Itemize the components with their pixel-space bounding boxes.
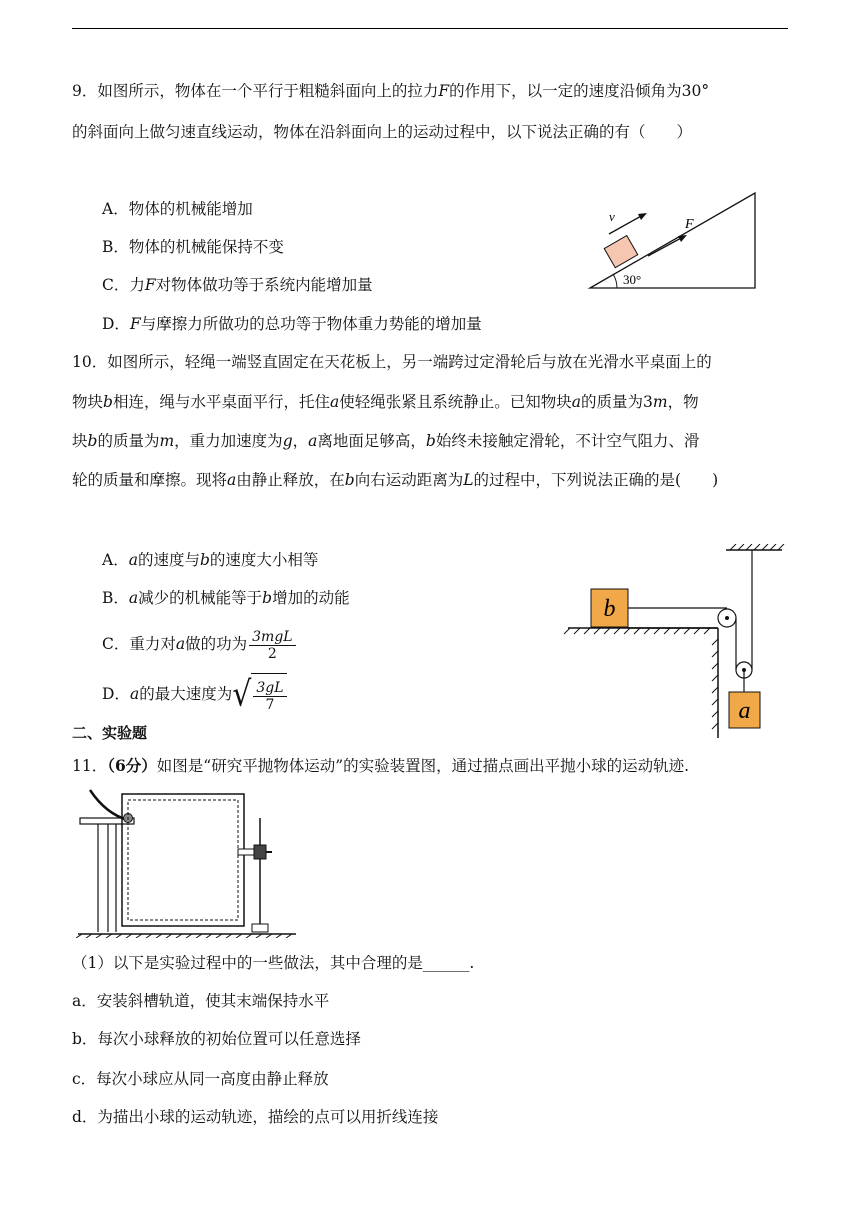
q9-option-c: C．力F对物体做功等于系统内能增加量: [102, 276, 373, 294]
q10-line3: 块b的质量为m，重力加速度为g，a离地面足够高，b始终未接触定滑轮，不计空气阻力、滑: [72, 432, 700, 450]
block-b-label: b: [603, 596, 616, 622]
q10-line4: 轮的质量和摩擦。现将a由静止释放，在b向右运动距离为L的过程中，下列说法正确的是( ): [72, 471, 719, 489]
q9-option-a: A．物体的机械能增加: [102, 200, 253, 218]
block-a-label: a: [738, 698, 751, 724]
paper: [128, 800, 238, 920]
force-label: F: [685, 217, 694, 232]
angle-label: 30°: [623, 272, 642, 287]
q11-option-a: a．安装斜槽轨道，使其末端保持水平: [72, 992, 330, 1010]
header-rule: [72, 28, 788, 29]
fraction-3mgl-over-2: $\frac{\text{3mgL}}{2}$: [249, 629, 295, 662]
q11-line1: 11．（6分）如图是“研究平抛物体运动”的实验装置图，通过描点画出平抛小球的运动轨迹.: [72, 756, 690, 775]
force-arrow: [648, 237, 683, 256]
q9-line1: 9．如图所示，物体在一个平行于粗糙斜面向上的拉力F的作用下，以一定的速度沿倾角为30°: [72, 82, 710, 100]
clamp: [238, 849, 256, 855]
q10-option-d: D．a的最大速度为√ $\frac{3gL}{7}$: [102, 672, 287, 718]
velocity-label: v: [609, 209, 615, 224]
q10-option-a: A．a的速度与b的速度大小相等: [102, 551, 319, 569]
q11-option-b: b．每次小球释放的初始位置可以任意选择: [72, 1030, 361, 1048]
q11-sub1: （1）以下是实验过程中的一些做法，其中合理的是______.: [72, 954, 475, 972]
sqrt-3gl-over-7: √ $\frac{3gL}{7}$: [232, 672, 286, 718]
q11-option-d: d．为描出小球的运动轨迹，描绘的点可以用折线连接: [72, 1108, 439, 1126]
q10-line2: 物块b相连，绳与水平桌面平行，托住a使轻绳张紧且系统静止。已知物块a的质量为3m，物: [72, 393, 699, 411]
q9-line2: 的斜面向上做匀速直线运动，物体在沿斜面向上的运动过程中，以下说法正确的有（ ）: [72, 123, 693, 141]
incline-triangle: [590, 193, 755, 288]
q10-option-c: C．重力对a做的功为 $\frac{\text{3mgL}}{2}$: [102, 624, 296, 664]
q9-option-b: B．物体的机械能保持不变: [102, 238, 284, 256]
board-frame: [122, 794, 244, 926]
section-heading: 二、实验题: [72, 724, 148, 742]
incline-figure: [585, 188, 760, 294]
pulley-figure: [560, 544, 790, 740]
apparatus-figure: [76, 788, 298, 938]
q9-option-d: D．F与摩擦力所做功的总功等于物体重力势能的增加量: [102, 315, 482, 333]
q10-option-b: B．a减少的机械能等于b增加的动能: [102, 589, 350, 607]
angle-arc: [613, 274, 617, 288]
q10-line1: 10．如图所示，轻绳一端竖直固定在天花板上，另一端跨过定滑轮后与放在光滑水平桌面上的: [72, 353, 712, 371]
q11-option-c: c．每次小球应从同一高度由静止释放: [72, 1070, 329, 1088]
